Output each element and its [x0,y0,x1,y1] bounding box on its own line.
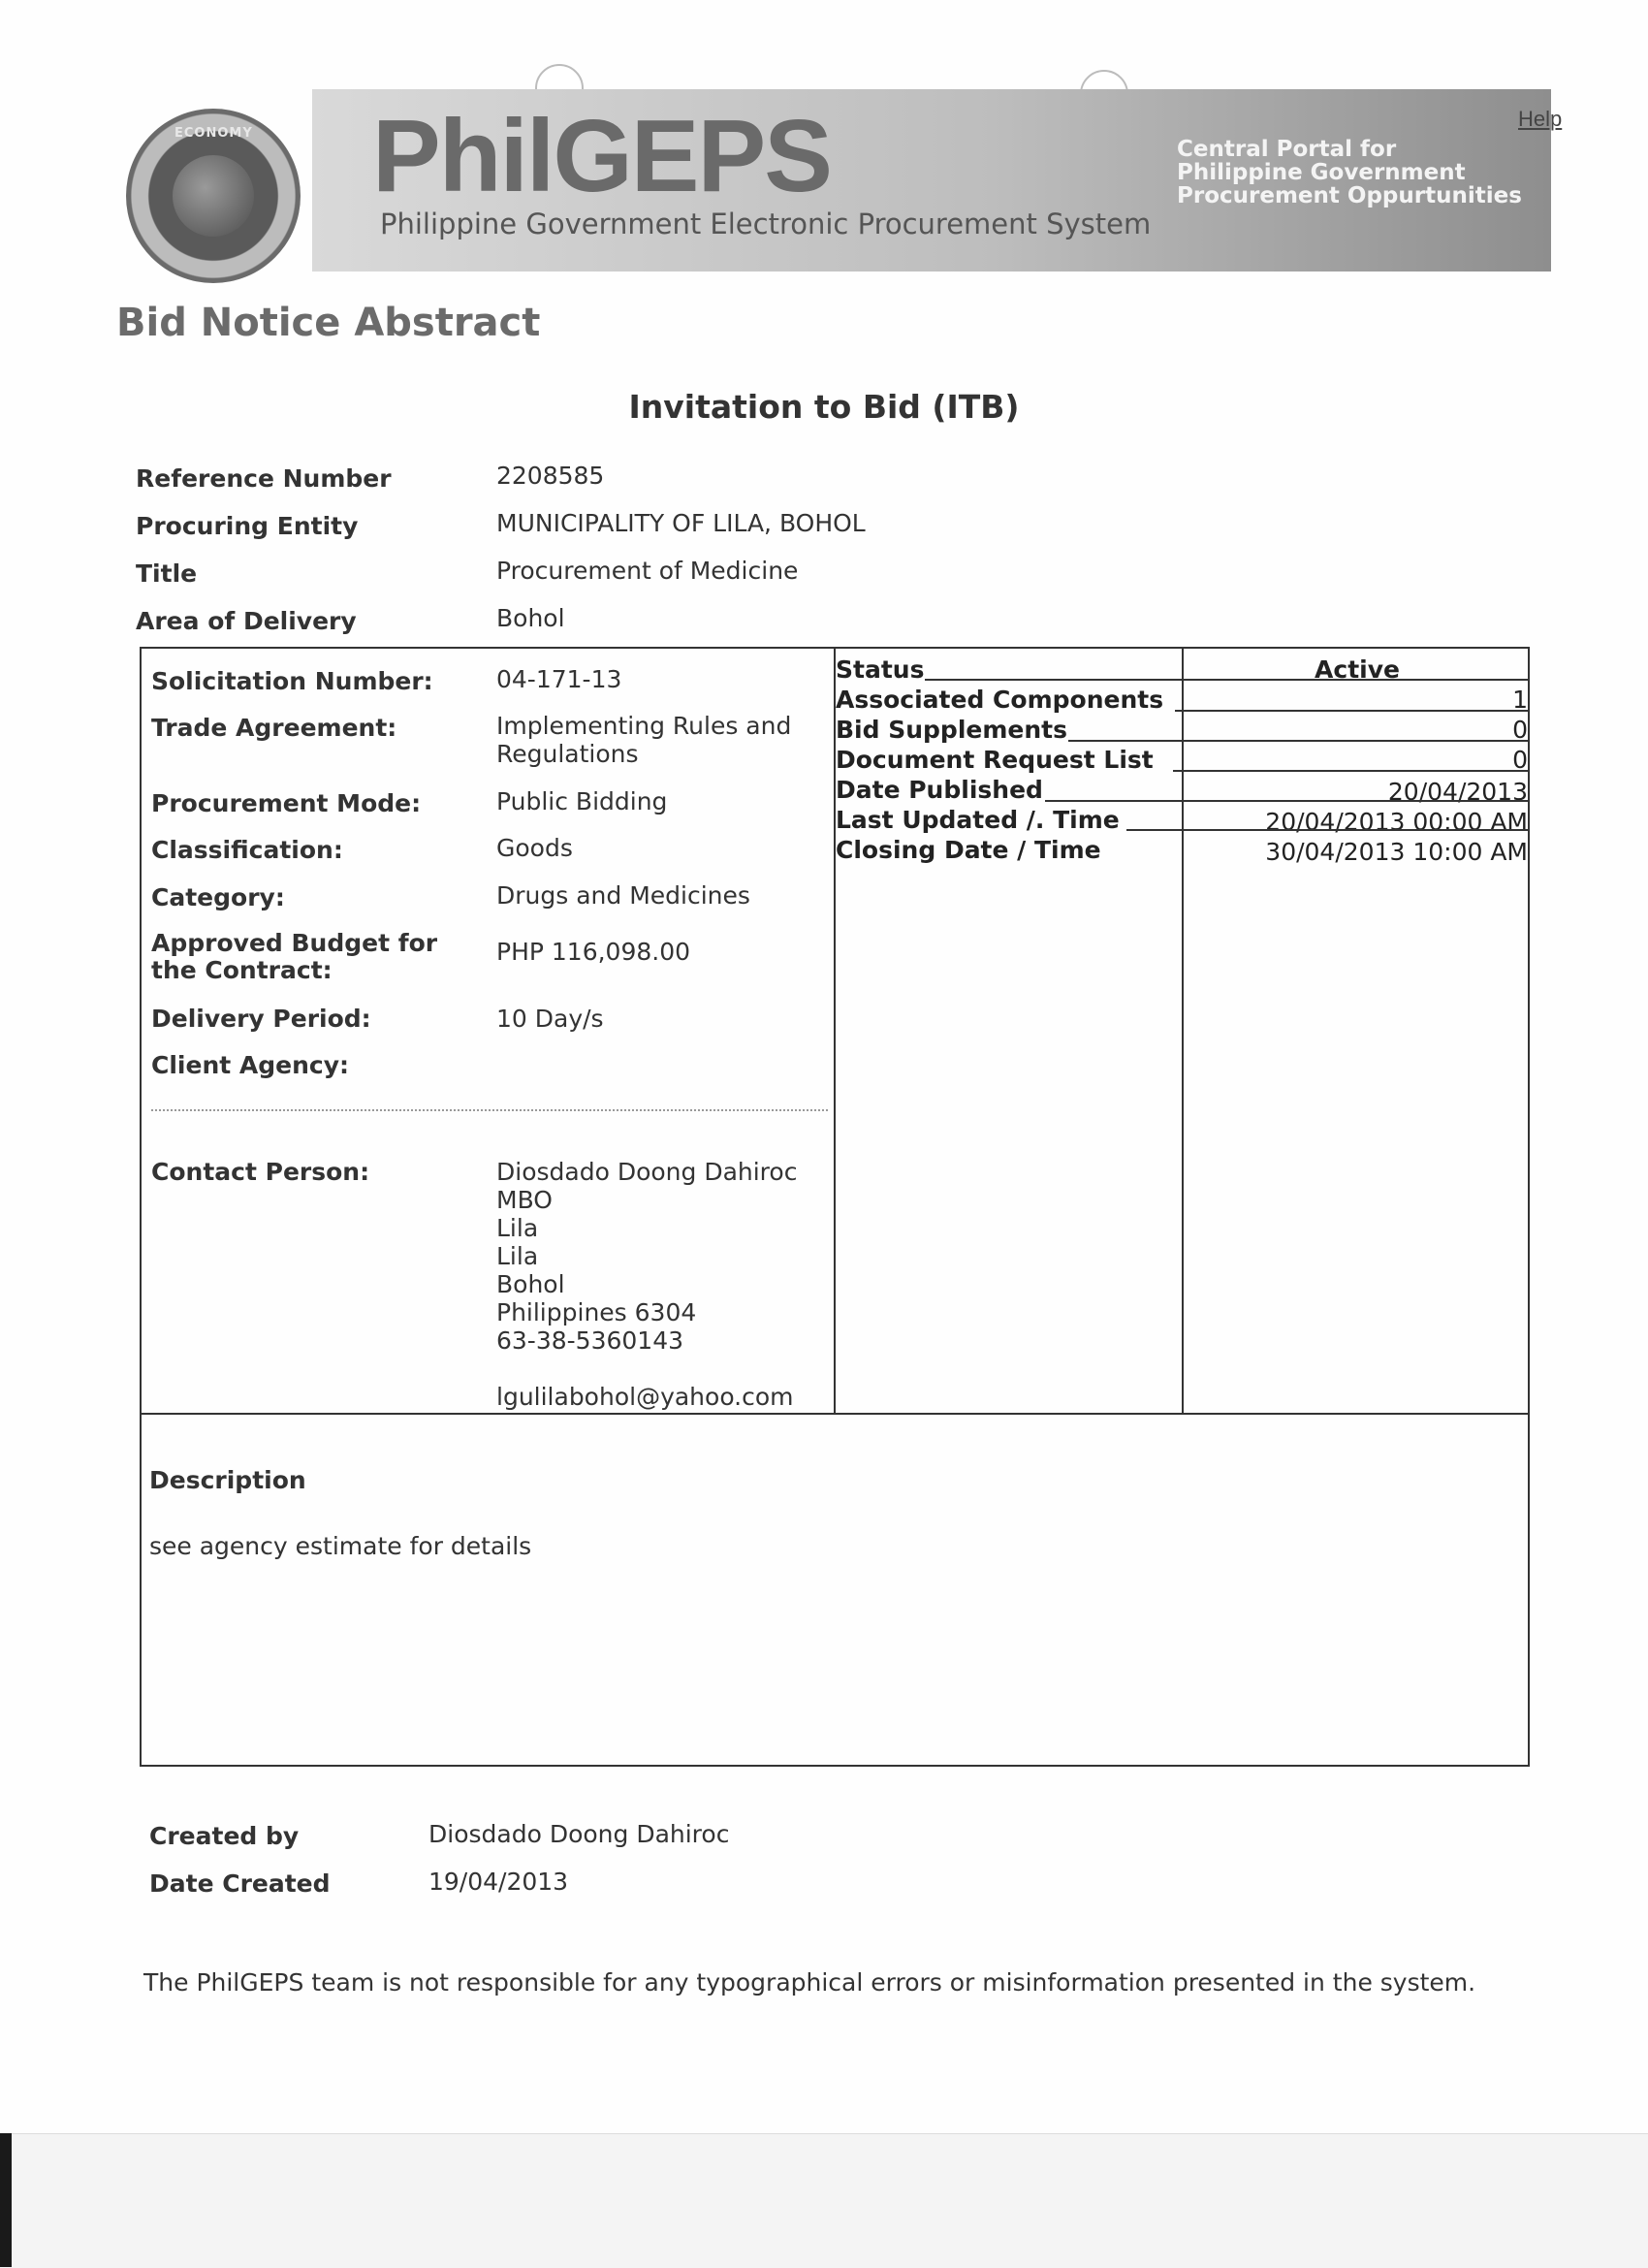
status-label: Closing Date / Time [836,836,1101,864]
summary-label: Area of Delivery [136,607,357,635]
logo-ring-text: ECONOMY [174,126,253,141]
detail-label: Category: [151,883,285,911]
philgeps-logo-icon [126,109,301,283]
brand-subtitle: Philippine Government Electronic Procurement System [380,208,1152,240]
contact-line: MBO [496,1186,553,1214]
leader-line [925,679,1530,681]
contact-label: Contact Person: [151,1158,370,1186]
created-value: 19/04/2013 [428,1868,569,1896]
detail-value: Drugs and Medicines [496,881,750,910]
summary-label: Procuring Entity [136,512,359,540]
detail-value: PHP 116,098.00 [496,938,691,966]
contact-line: Lila [496,1242,539,1270]
created-label: Created by [149,1822,300,1850]
status-label: Status [836,655,925,684]
globe-icon [173,155,254,237]
detail-label: Delivery Period: [151,1005,371,1033]
detail-value: Goods [496,834,573,862]
created-value: Diosdado Doong Dahiroc [428,1820,730,1848]
status-label: Bid Supplements [836,716,1067,744]
section-divider [140,1413,1530,1415]
scanner-edge [0,2133,12,2267]
summary-value: Procurement of Medicine [496,557,799,585]
help-link[interactable]: Help [1518,107,1563,131]
summary-value: Bohol [496,604,565,632]
leader-line [1175,710,1530,712]
notice-subtitle: Invitation to Bid (ITB) [628,388,1020,426]
brand-name: PhilGEPS [372,99,831,213]
contact-email: lgulilabohol@yahoo.com [496,1383,794,1411]
contact-details [496,1158,797,1411]
status-value: 0 [1512,746,1528,774]
detail-label: Procurement Mode: [151,789,422,817]
portal-line: Central Portal for [1177,137,1397,162]
status-value: 0 [1512,716,1528,744]
contact-line [496,1355,797,1383]
portal-tagline [1177,138,1555,208]
description-text: see agency estimate for details [149,1532,532,1560]
status-value: 1 [1512,686,1528,714]
leader-line [1173,770,1530,772]
status-label: Date Published [836,776,1043,804]
contact-line: 63-38-5360143 [496,1326,684,1355]
disclaimer-note: The PhilGEPS team is not responsible for any typographical errors or misinformation presented in the system. [143,1968,1476,1996]
contact-line: Bohol [496,1270,565,1298]
contact-line: Diosdado Doong Dahiroc [496,1158,798,1186]
created-label: Date Created [149,1869,331,1898]
leader-line [1045,800,1530,802]
detail-label: Trade Agreement: [151,714,397,742]
status-label: Associated Components [836,686,1164,714]
summary-value: 2208585 [496,462,605,490]
detail-value: Implementing Rules and Regulations [496,712,792,768]
status-value: 20/04/2013 00:00 AM [1265,808,1528,836]
description-label: Description [149,1466,306,1494]
status-label: Last Updated /. Time [836,806,1120,834]
detail-label: Classification: [151,836,343,864]
status-value: 20/04/2013 [1387,778,1528,806]
detail-value: Public Bidding [496,787,668,815]
detail-value: 10 Day/s [496,1005,604,1033]
summary-value: MUNICIPALITY OF LILA, BOHOL [496,509,866,537]
page-title: Bid Notice Abstract [116,301,541,345]
portal-line: Philippine Government [1177,160,1466,185]
contact-line: Philippines 6304 [496,1298,697,1326]
column-divider [1182,647,1184,1415]
detail-value: 04-171-13 [496,665,622,693]
scanner-bed [0,2133,1648,2268]
detail-label: Client Agency: [151,1051,350,1079]
dotted-separator [151,1109,828,1111]
portal-line: Procurement Oppurtunities [1177,183,1522,208]
contact-line: Lila [496,1214,539,1242]
detail-label: Solicitation Number: [151,667,433,695]
leader-line [1068,740,1530,742]
status-value: 30/04/2013 10:00 AM [1265,838,1528,866]
status-label: Document Request List [836,746,1154,774]
leader-line [1126,829,1530,831]
status-value: Active [1315,655,1400,684]
summary-label: Title [136,559,198,588]
summary-label: Reference Number [136,464,392,493]
detail-label: Approved Budget for the Contract: [151,929,438,984]
